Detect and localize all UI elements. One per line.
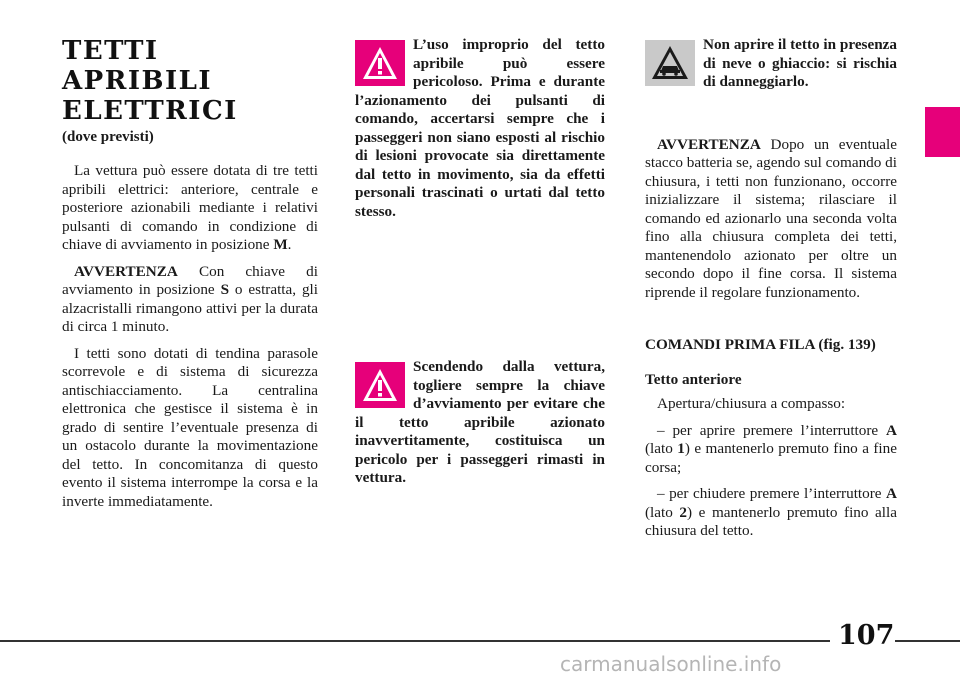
watermark: carmanualsonline.info bbox=[560, 652, 782, 676]
page-number: 107 bbox=[838, 620, 895, 651]
caution-note: Non aprire il tetto in presenza di neve o ghiaccio: si rischia di danneggiarlo. bbox=[645, 36, 897, 92]
column-right bbox=[645, 36, 897, 549]
close-instruction: – per chiudere premere l’interruttore A (lato 2) e mantenerlo premuto fino alla chiusura del tetto. bbox=[645, 485, 897, 539]
page-title bbox=[62, 36, 318, 126]
bottom-rule bbox=[0, 640, 830, 642]
danger-warning-1: L’uso improprio del tetto apribile può essere pericoloso. Prima e durante l’azionamento dei pulsanti di comando, accertarsi sempre che i passeggeri non siano esposti al rischio di lesioni provocate sia direttamente dal tetto in movimento, sia da effetti personali trascinati o urtati dal tetto stesso. bbox=[355, 36, 605, 220]
title-line-2: ELETTRICI bbox=[62, 96, 238, 126]
column-middle bbox=[355, 36, 605, 488]
warning-triangle-icon bbox=[355, 362, 405, 408]
warning-triangle-icon bbox=[355, 40, 405, 86]
title-line-1: TETTI APRIBILI bbox=[62, 36, 213, 96]
car-caution-icon bbox=[645, 40, 695, 86]
battery-note: AVVERTENZA Dopo un eventuale stacco batteria se, agendo sul comando di chiusura, i tetti non funzionano, occorre inizializzare il sistema; rilasciare il comando ed azionarlo una seconda volta fino alla chiusura completa dei tetti, mantenendolo azionato per oltre un secondo dopo il fine corsa. Il sistema riprende il regolare funzionamento. bbox=[645, 135, 897, 301]
section-heading: COMANDI PRIMA FILA (fig. 139) bbox=[645, 336, 876, 353]
section-tab bbox=[925, 107, 960, 157]
section-subheading: Tetto anteriore bbox=[645, 370, 742, 388]
open-instruction: – per aprire premere l’interruttore A (lato 1) e mantenerlo premuto fino a fine corsa; bbox=[645, 421, 897, 476]
compass-line: Apertura/chiusura a compasso: bbox=[657, 395, 846, 412]
safety-paragraph: I tetti sono dotati di tendina parasole scorrevole e di sistema di sicurezza antischiacciamento. La centralina elettronica che gestisce il sistema è in grado di sentire l’eventuale presenza di un ostacolo durante la movimentazione del tetto. In concomitanza di questo evento il sistema interrompe la corsa e la inverte immediatamente. bbox=[62, 344, 318, 510]
page-subtitle: (dove previsti) bbox=[62, 129, 154, 145]
warning-paragraph: AVVERTENZA Con chiave di avviamento in posizione S o estratta, gli alzacristalli rimangono attivi per la durata di circa 1 minuto. bbox=[62, 262, 318, 335]
column-left bbox=[62, 36, 318, 519]
bottom-rule bbox=[895, 640, 960, 642]
danger-warning-2: Scendendo dalla vettura, togliere sempre la chiave d’avviamento per evitare che il tetto apribile azionato inavvertitamente, costituisca un pericolo per i passeggeri rimasti in vettura. bbox=[355, 358, 605, 486]
intro-paragraph: La vettura può essere dotata di tre tetti apribili elettrici: anteriore, centrale e posteriore azionabili mediante i relativi pulsanti di comando in condizione di chiave di avviamento in posizione M. bbox=[62, 162, 318, 253]
